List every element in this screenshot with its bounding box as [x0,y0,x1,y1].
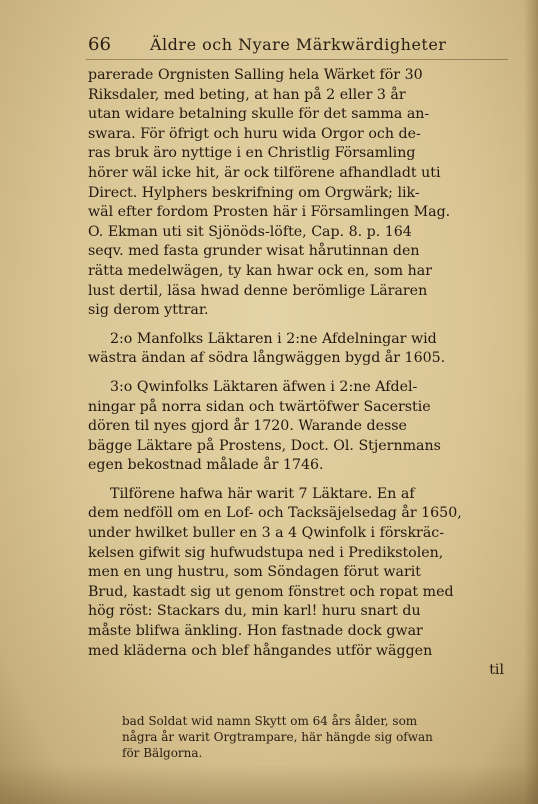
body-text [88,66,508,681]
text-line: 3:o Qwinfolks Läktaren äfwen i 2:ne Afdel- [110,378,418,395]
page-number: 66 [88,34,111,55]
page-edge-shadow [524,0,538,804]
text-line: ras bruk äro nyttige i en Christlig Församling [88,145,416,162]
catchword: til [489,662,504,679]
footnote-line: för Bälgorna. [122,746,203,760]
text-line: dören til nyes gjord år 1720. Warande desse [88,418,407,435]
text-line: Tilförene hafwa här warit 7 Läktare. En af [110,485,415,502]
footnote [122,713,510,761]
text-line: Brud, kastadt sig ut genom fönstret och ropat med [88,583,454,600]
text-line: men en ung hustru, som Söndagen förut warit [88,564,421,581]
header-rule [86,59,508,60]
text-line: bägge Läktare på Prostens, Doct. Ol. Stjernmans [88,437,441,454]
text-line: med kläderna och blef hångandes utför wäggen [88,642,433,659]
running-title: Äldre och Nyare Märkwärdigheter [150,35,447,54]
text-line: ningar på norra sidan och twärtöfwer Sacerstie [88,398,431,415]
text-line: under hwilket buller en 3 a 4 Qwinfolk i förskräc- [88,525,445,542]
text-line: Direct. Hylphers beskrifning om Orgwärk; lik- [88,184,420,201]
text-line: rätta medelwägen, ty kan hwar ock en, som har [88,262,432,279]
text-line: egen bekostnad målade år 1746. [88,457,324,474]
text-line: swara. För öfrigt och huru wida Orgor och de- [88,125,421,142]
text-line: hög röst: Stackars du, min karl! huru snart du [88,603,421,620]
text-line: måste blifwa änkling. Hon fastnade dock gwar [88,623,423,640]
footnote-line: några år warit Orgtrampare, här hängde sig ofwan [122,730,433,744]
page-bottom-shadow [0,764,538,804]
text-line: utan widare betalning skulle för det samma an- [88,106,430,123]
text-line: hörer wäl icke hit, är ock tilförene afhandladt uti [88,164,441,181]
text-line: parerade Orgnisten Salling hela Wärket för 30 [88,67,423,83]
text-line: 2:o Manfolks Läktaren i 2:ne Afdelningar wid [110,330,437,347]
text-line: Riksdaler, med beting, at han på 2 eller 3 år [88,86,406,103]
page-header [88,34,508,58]
text-line: dem nedföll om en Lof- och Tacksäjelsedag år 1650, [88,505,462,522]
text-line: wästra ändan af södra långwäggen bygd år 1605. [88,350,446,367]
text-line: lust dertil, läsa hwad denne berömlige Läraren [88,282,428,299]
text-line: seqv. med fasta grunder wisat hårutinnan den [88,243,420,260]
footnote-line: bad Soldat wid namn Skytt om 64 års ålder, som [122,714,418,728]
text-line: wäl efter fordom Prosten här i Församlingen Mag. [88,204,451,221]
text-line: sig derom yttrar. [88,302,209,319]
text-line: O. Ekman uti sit Sjönöds-löfte, Cap. 8. p. 164 [88,223,412,240]
text-line: kelsen gifwit sig hufwudstupa ned i Predikstolen, [88,544,444,561]
